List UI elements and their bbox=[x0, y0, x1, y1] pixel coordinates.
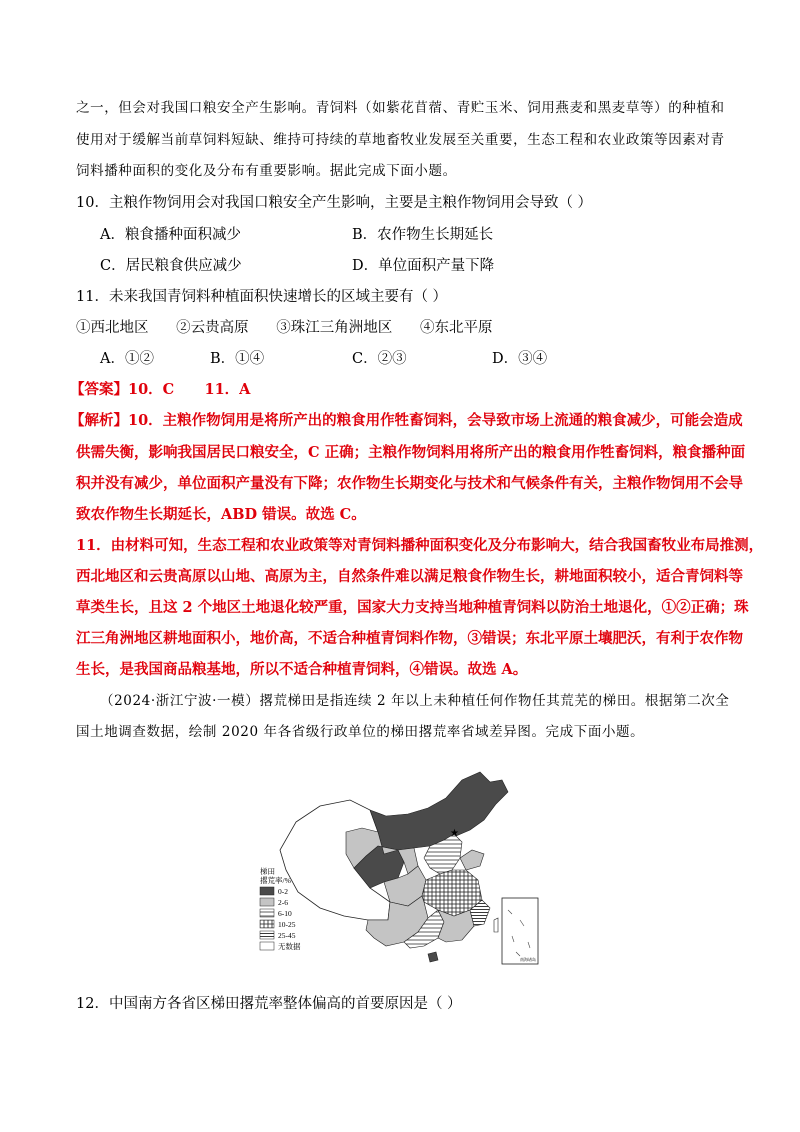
analysis-line-5: 11．由材料可知，生态工程和农业政策等对青饲料播种面积变化及分布影响大，结合我国畜牧业布局推测， bbox=[76, 537, 764, 554]
q10-option-d: D．单位面积产量下降 bbox=[352, 258, 495, 274]
passage-line-1: 之一，但会对我国口粮安全产生影响。青饲料（如紫花苜蓿、青贮玉米、饲用燕麦和黑麦草等）的种植和 bbox=[76, 100, 725, 116]
question-11-items: ①西北地区 ②云贵高原 ③珠江三角洲地区 ④东北平原 bbox=[76, 320, 493, 336]
answer-tag: 【答案】 bbox=[70, 381, 128, 398]
analysis-line-4: 致农作物生长期延长，ABD 错误。故选 C。 bbox=[76, 506, 366, 523]
q10-option-a: A．粮食播种面积减少 bbox=[100, 227, 241, 243]
terrace-abandonment-map bbox=[258, 770, 546, 972]
inset-frame bbox=[502, 898, 538, 964]
legend-label-5: 无数据 bbox=[278, 942, 301, 951]
analysis-tag: 【解析】 bbox=[70, 412, 128, 429]
q10-option-c: C．居民粮食供应减少 bbox=[100, 258, 242, 274]
legend-swatch-2 bbox=[260, 909, 274, 917]
legend-swatch-4 bbox=[260, 931, 274, 939]
q10-option-b: B．农作物生长期延长 bbox=[352, 227, 494, 243]
intro2-line-2: 国土地调查数据，绘制 2020 年各省级行政单位的梯田撂荒率省域差异图。完成下面小题。 bbox=[76, 724, 645, 740]
capital-star-icon: ★ bbox=[450, 828, 459, 839]
region-taiwan bbox=[494, 918, 498, 932]
region-north-dark bbox=[370, 772, 508, 854]
analysis-line-6: 西北地区和云贵高原以山地、高原为主，自然条件难以满足粮食作物生长，耕地面积较小，适合青饲料等 bbox=[76, 568, 743, 585]
legend-swatch-5 bbox=[260, 942, 274, 950]
answer-line bbox=[70, 380, 730, 400]
legend-swatch-3 bbox=[260, 920, 274, 928]
analysis-text-1: 10．主粮作物饲用是将所产出的粮食用作牲畜饲料，会导致市场上流通的粮食减少，可能会造成 bbox=[128, 412, 743, 429]
question-12-stem: 12．中国南方各省区梯田撂荒率整体偏高的首要原因是（ ） bbox=[76, 996, 462, 1012]
q11-option-c: C．②③ bbox=[352, 351, 407, 367]
legend-label-0: 0-2 bbox=[278, 887, 288, 896]
legend-title-2: 撂荒率/% bbox=[260, 876, 291, 885]
analysis-line-1 bbox=[70, 411, 743, 431]
intro2-line-1: （2024·浙江宁波·一模）撂荒梯田是指连续 2 年以上未种植任何作物任其荒芜的梯田。根据第二次全 bbox=[100, 693, 730, 709]
q11-option-b: B．①④ bbox=[210, 351, 265, 367]
analysis-line-7: 草类生长，且这 2 个地区土地退化较严重，国家大力支持当地种植青饲料以防治土地退化，①②正确；珠 bbox=[76, 599, 749, 616]
region-hainan bbox=[428, 952, 438, 962]
passage-line-2: 使用对于缓解当前草饲料短缺、维持可持续的草地畜牧业发展至关重要，生态工程和农业政策等因素对青 bbox=[76, 132, 725, 148]
analysis-line-2: 供需失衡，影响我国居民口粮安全，C 正确；主粮作物饲料用将所产出的粮食用作牲畜饲料，粮食播种面 bbox=[76, 444, 746, 461]
legend-label-1: 2-6 bbox=[278, 898, 288, 907]
analysis-line-8: 江三角洲地区耕地面积小，地价高，不适合种植青饲料作物，③错误；东北平原土壤肥沃，有利于农作物 bbox=[76, 630, 743, 647]
legend-swatch-1 bbox=[260, 898, 274, 906]
q11-option-d: D．③④ bbox=[492, 351, 548, 367]
passage-line-3: 饲料播种面积的变化及分布有重要影响。据此完成下面小题。 bbox=[76, 163, 457, 179]
question-11-stem: 11．未来我国青饲料种植面积快速增长的区域主要有（ ） bbox=[76, 289, 448, 305]
answer-text: 10．C 11．A bbox=[128, 381, 251, 398]
inset-label: 南海诸岛 bbox=[520, 957, 536, 962]
q11-option-a: A．①② bbox=[100, 351, 154, 367]
question-10-stem: 10．主粮作物饲用会对我国口粮安全产生影响，主要是主粮作物饲用会导致（ ） bbox=[76, 195, 593, 211]
legend-label-2: 6-10 bbox=[278, 909, 292, 918]
region-shandong bbox=[460, 850, 484, 870]
analysis-line-3: 积并没有减少，单位面积产量没有下降；农作物生长期变化与技术和气候条件有关，主粮作物饲用不会导 bbox=[76, 475, 743, 492]
legend-swatch-0 bbox=[260, 887, 274, 895]
analysis-line-9: 生长，是我国商品粮基地，所以不适合种植青饲料，④错误。故选 A。 bbox=[76, 661, 528, 678]
legend-label-4: 25-45 bbox=[278, 931, 296, 940]
legend-label-3: 10-25 bbox=[278, 920, 296, 929]
legend-title-1: 梯田 bbox=[260, 867, 275, 876]
